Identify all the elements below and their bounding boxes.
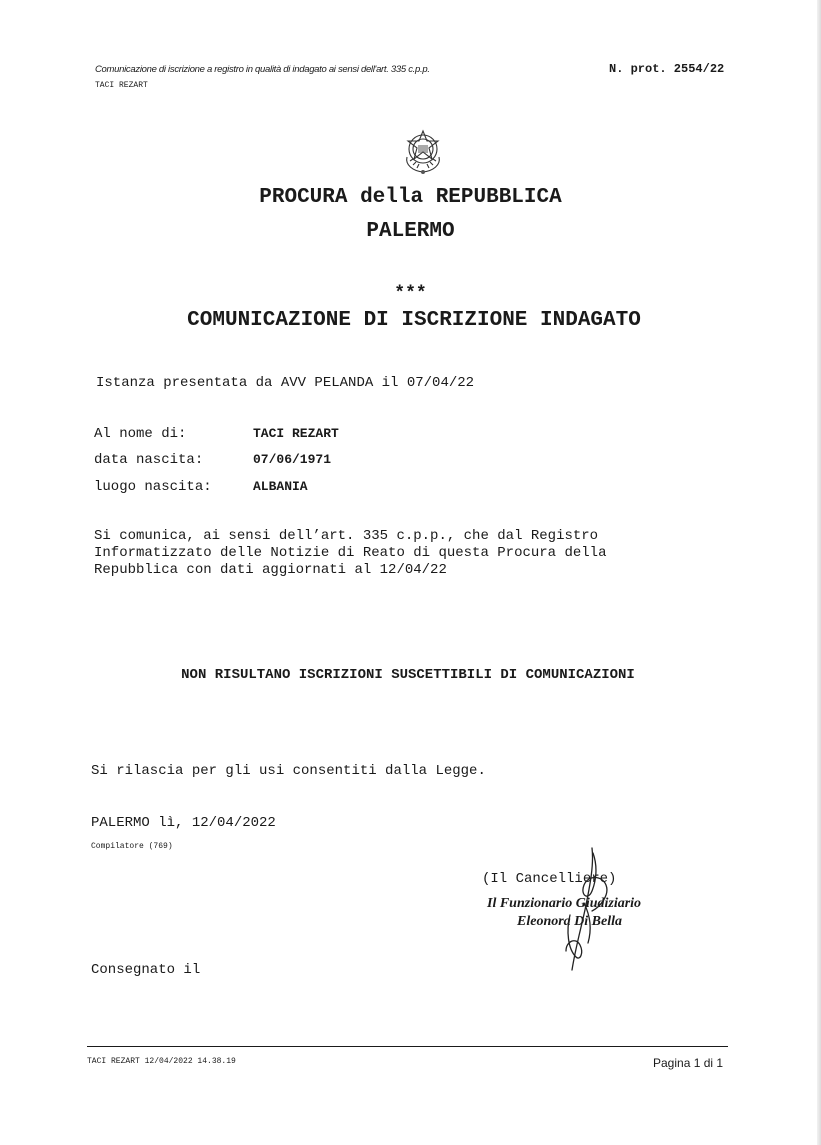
office-name: PROCURA della REPUBBLICA [259, 186, 562, 209]
instance-line: Istanza presentata da AVV PELANDA il 07/04/22 [96, 375, 475, 391]
compiler-code: Compilatore (769) [91, 842, 173, 851]
document-title: COMUNICAZIONE DI ISCRIZIONE INDAGATO [187, 309, 641, 332]
communication-line-1: Si comunica, ai sensi dell’art. 335 c.p.p., che dal Registro [94, 528, 599, 544]
result-statement: NON RISULTANO ISCRIZIONI SUSCETTIBILI DI COMUNICAZIONI [181, 667, 635, 683]
birthdate-label: data nascita: [94, 452, 204, 468]
name-label: Al nome di: [94, 426, 187, 442]
header-description: Comunicazione di iscrizione a registro in qualità di indagato ai sensi dell'art. 335 c.p.p. [95, 64, 430, 75]
birthdate-value: 07/06/1971 [253, 452, 332, 467]
page-edge-shadow [817, 0, 821, 1145]
birthplace-value: ALBANIA [253, 479, 308, 494]
header-subject-name: TACI REZART [95, 81, 148, 90]
name-value: TACI REZART [253, 426, 339, 441]
handwritten-signature-icon [540, 845, 630, 975]
office-city: PALERMO [366, 220, 455, 243]
italian-republic-emblem-icon [401, 127, 445, 175]
footer-timestamp: TACI REZART 12/04/2022 14.38.19 [87, 1057, 236, 1066]
signatory-role: (Il Cancelliere) [482, 871, 617, 887]
footer-divider [87, 1046, 728, 1047]
communication-paragraph [94, 528, 606, 579]
signatory-title: Il Funzionario Giudiziario [487, 896, 642, 911]
release-note: Si rilascia per gli usi consentiti dalla Legge. [91, 763, 486, 779]
protocol-number: N. prot. 2554/22 [609, 62, 725, 76]
communication-line-2: Informatizzato delle Notizie di Reato di questa Procura della [94, 545, 607, 561]
signatory-name: Eleonora Di Bella [517, 914, 623, 929]
separator-stars: *** [394, 284, 427, 304]
birthplace-label: luogo nascita: [94, 479, 212, 495]
place-date: PALERMO lì, 12/04/2022 [91, 815, 276, 831]
delivered-label: Consegnato il [91, 962, 201, 978]
page-number: Pagina 1 di 1 [653, 1056, 724, 1070]
communication-line-3: Repubblica con dati aggiornati al 12/04/22 [94, 562, 447, 578]
